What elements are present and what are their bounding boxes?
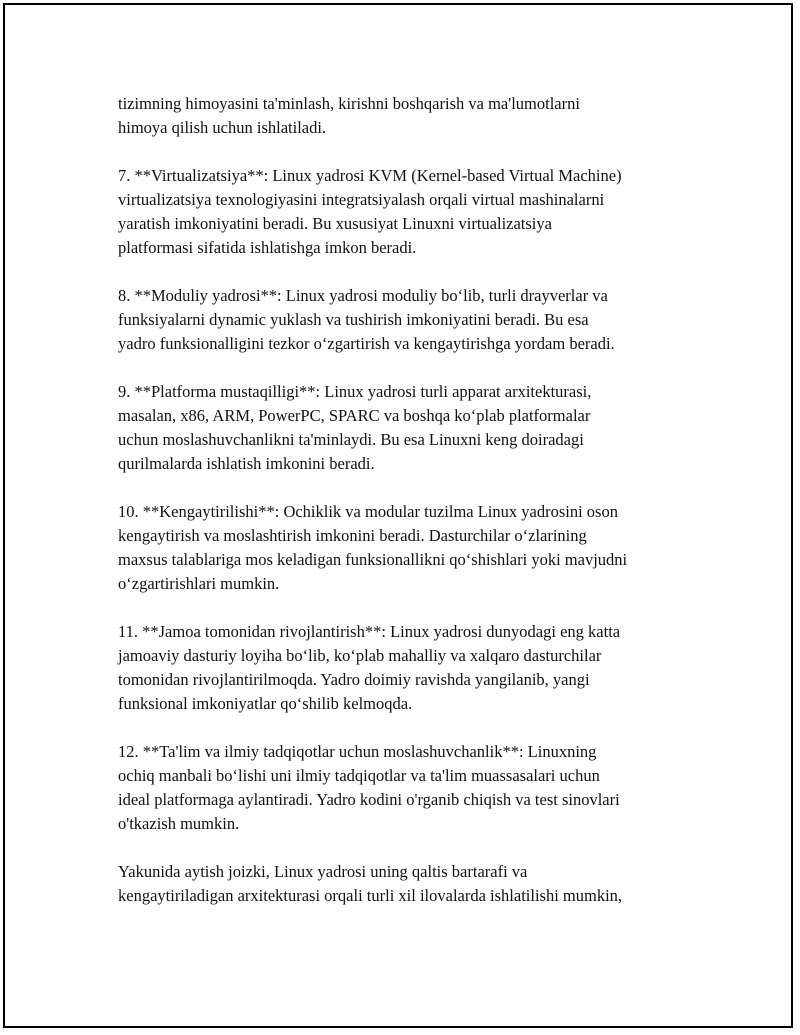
text-line: 7. **Virtualizatsiya**: Linux yadrosi KVM (Kernel-based Virtual Machine) <box>118 166 622 185</box>
text-line: 10. **Kengaytirilishi**: Ochiklik va modular tuzilma Linux yadrosini oson <box>118 502 618 521</box>
text-line: 12. **Ta'lim va ilmiy tadqiqotlar uchun moslashuvchanlik**: Linuxning <box>118 742 597 761</box>
text-line: himoya qilish uchun ishlatiladi. <box>118 118 327 137</box>
document-body <box>118 92 718 932</box>
text-line: kengaytiriladigan arxitekturasi orqali turli xil ilovalarda ishlatilishi mumkin, <box>118 886 623 905</box>
paragraph-item-11-community-development <box>118 620 718 716</box>
paragraph-item-10-extensibility <box>118 500 718 596</box>
text-line: tizimning himoyasini ta'minlash, kirishni boshqarish va ma'lumotlarni <box>118 94 580 113</box>
paragraph-item-12-education-research <box>118 740 718 836</box>
paragraph-item-7-virtualization <box>118 164 718 260</box>
text-line: 9. **Platforma mustaqilligi**: Linux yadrosi turli apparat arxitekturasi, <box>118 382 592 401</box>
text-line: 11. **Jamoa tomonidan rivojlantirish**: Linux yadrosi dunyodagi eng katta <box>118 622 621 641</box>
text-line: uchun moslashuvchanlikni ta'minlaydi. Bu esa Linuxni keng doiradagi <box>118 430 584 449</box>
text-line: ideal platformaga aylantiradi. Yadro kodini o'rganib chiqish va test sinovlari <box>118 790 620 809</box>
text-line: yadro funksionalligini tezkor o‘zgartirish va kengaytirishga yordam beradi. <box>118 334 615 353</box>
text-line: tomonidan rivojlantirilmoqda. Yadro doimiy ravishda yangilanib, yangi <box>118 670 590 689</box>
paragraph-conclusion <box>118 860 718 908</box>
text-line: jamoaviy dasturiy loyiha bo‘lib, ko‘plab mahalliy va xalqaro dasturchilar <box>118 646 602 665</box>
paragraph-intro-continuation <box>118 92 718 140</box>
paragraph-item-8-modular-kernel <box>118 284 718 356</box>
text-line: platformasi sifatida ishlatishga imkon beradi. <box>118 238 417 257</box>
text-line: yaratish imkoniyatini beradi. Bu xususiyat Linuxni virtualizatsiya <box>118 214 552 233</box>
text-line: Yakunida aytish joizki, Linux yadrosi uning qaltis bartarafi va <box>118 862 528 881</box>
text-line: kengaytirish va moslashtirish imkonini beradi. Dasturchilar o‘zlarining <box>118 526 587 545</box>
text-line: o‘zgartirishlari mumkin. <box>118 574 280 593</box>
text-line: 8. **Moduliy yadrosi**: Linux yadrosi moduliy bo‘lib, turli drayverlar va <box>118 286 608 305</box>
text-line: o'tkazish mumkin. <box>118 814 240 833</box>
text-line: masalan, x86, ARM, PowerPC, SPARC va boshqa ko‘plab platformalar <box>118 406 591 425</box>
text-line: funksiyalarni dynamic yuklash va tushirish imkoniyatini beradi. Bu esa <box>118 310 589 329</box>
text-line: virtualizatsiya texnologiyasini integratsiyalash orqali virtual mashinalarni <box>118 190 605 209</box>
text-line: maxsus talablariga mos keladigan funksionallikni qo‘shishlari yoki mavjudni <box>118 550 628 569</box>
text-line: ochiq manbali bo‘lishi uni ilmiy tadqiqotlar va ta'lim muassasalari uchun <box>118 766 600 785</box>
paragraph-item-9-platform-independence <box>118 380 718 476</box>
text-line: qurilmalarda ishlatish imkonini beradi. <box>118 454 375 473</box>
text-line: funksional imkoniyatlar qo‘shilib kelmoqda. <box>118 694 413 713</box>
